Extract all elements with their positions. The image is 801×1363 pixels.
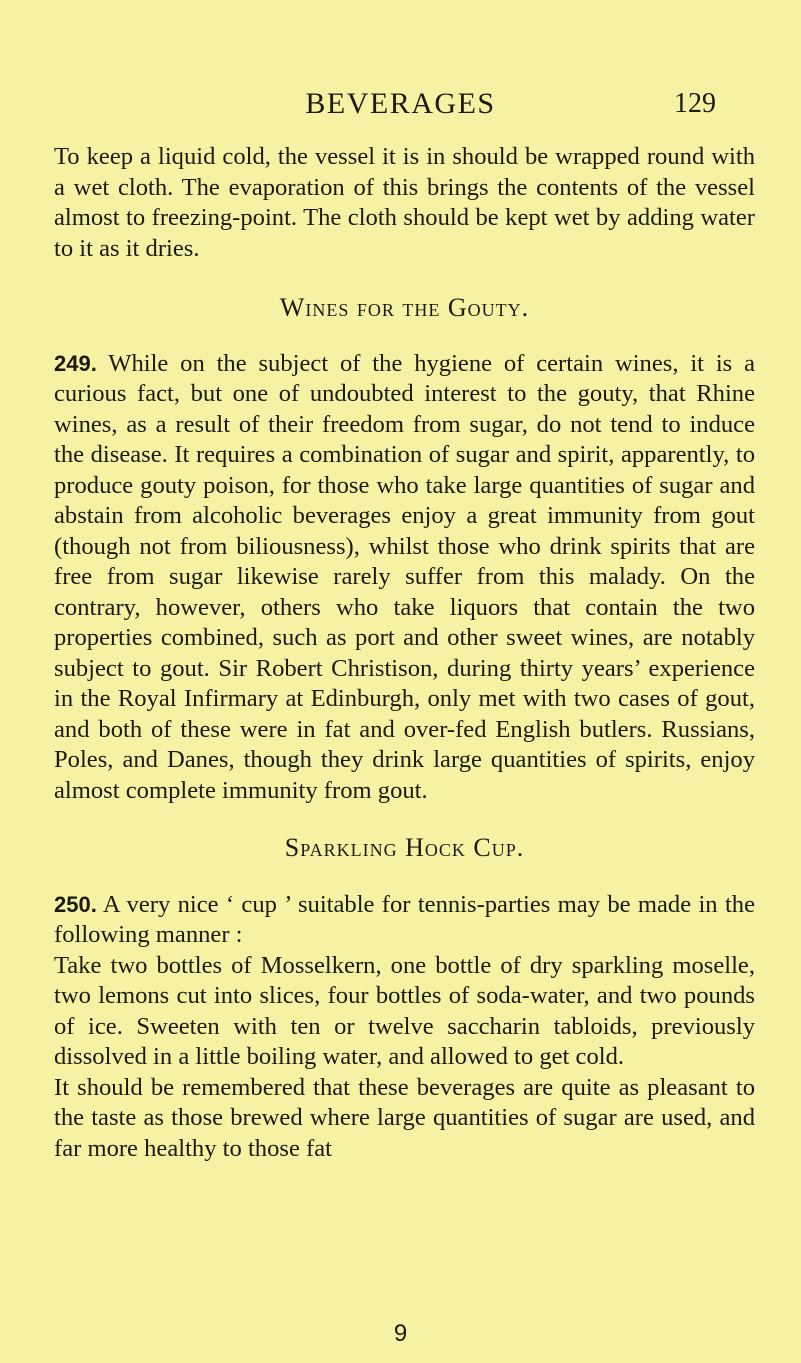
section-250-text: A very nice ‘ cup ’ suitable for tennis-parties may be made in the following manner : xyxy=(54,890,755,948)
section-250-paragraph xyxy=(54,890,755,951)
section-heading-wines-for-the-gouty: Wines for the Gouty. xyxy=(279,293,530,322)
closing-paragraph: It should be remembered that these beverages are quite as pleasant to the taste as those brewed where large quantities of sugar are used, and far more healthy to those fat xyxy=(54,1073,755,1162)
running-head xyxy=(0,84,801,124)
intro-paragraph: To keep a liquid cold, the vessel it is in should be wrapped round with a wet cloth. The evaporation of this brings the contents of the vessel almost to freezing-point. The cloth should be kept wet by adding water to it as it dries. xyxy=(54,143,755,262)
page-number: 129 xyxy=(674,88,716,119)
section-249-paragraph xyxy=(54,349,755,807)
section-number: 250. xyxy=(54,891,97,917)
running-title: BEVERAGES xyxy=(305,87,496,120)
signature-mark: 9 xyxy=(393,1320,408,1347)
section-heading-sparkling-hock-cup: Sparkling Hock Cup. xyxy=(284,833,525,862)
section-number: 249. xyxy=(54,350,97,376)
section-249-text: While on the subject of the hygiene of certain wines, it is a curious fact, but one of undoubted interest to the gouty, that Rhine wines, as a result of their freedom from sugar, do not tend to induce the disease. It requires a combination of sugar and spirit, apparently, to produce gouty poison, for those who take large quantities of sugar and abstain from alcoholic beverages enjoy a great immunity from gout (though not from biliousness), whilst those who drink spirits that are free from sugar likewise rarely suffer from this malady. On the contrary, however, others who take liquors that contain the two properties combined, such as port and other sweet wines, are notably subject to gout. Sir Robert Christison, during thirty years’ experience in the Royal Infirmary at Edinburgh, only met with two cases of gout, and both of these were in fat and over-fed English butlers. Russians, Poles, and Danes, though they drink large quantities of spirits, enjoy almost complete immunity from gout. xyxy=(54,349,755,804)
recipe-paragraph: Take two bottles of Mosselkern, one bottle of dry sparkling moselle, two lemons cut into slices, four bottles of soda-water, and two pounds of ice. Sweeten with ten or twelve saccharin tabloids, previously dissolved in a little boiling water, and allowed to get cold. xyxy=(54,951,755,1070)
body-text xyxy=(54,142,755,1164)
